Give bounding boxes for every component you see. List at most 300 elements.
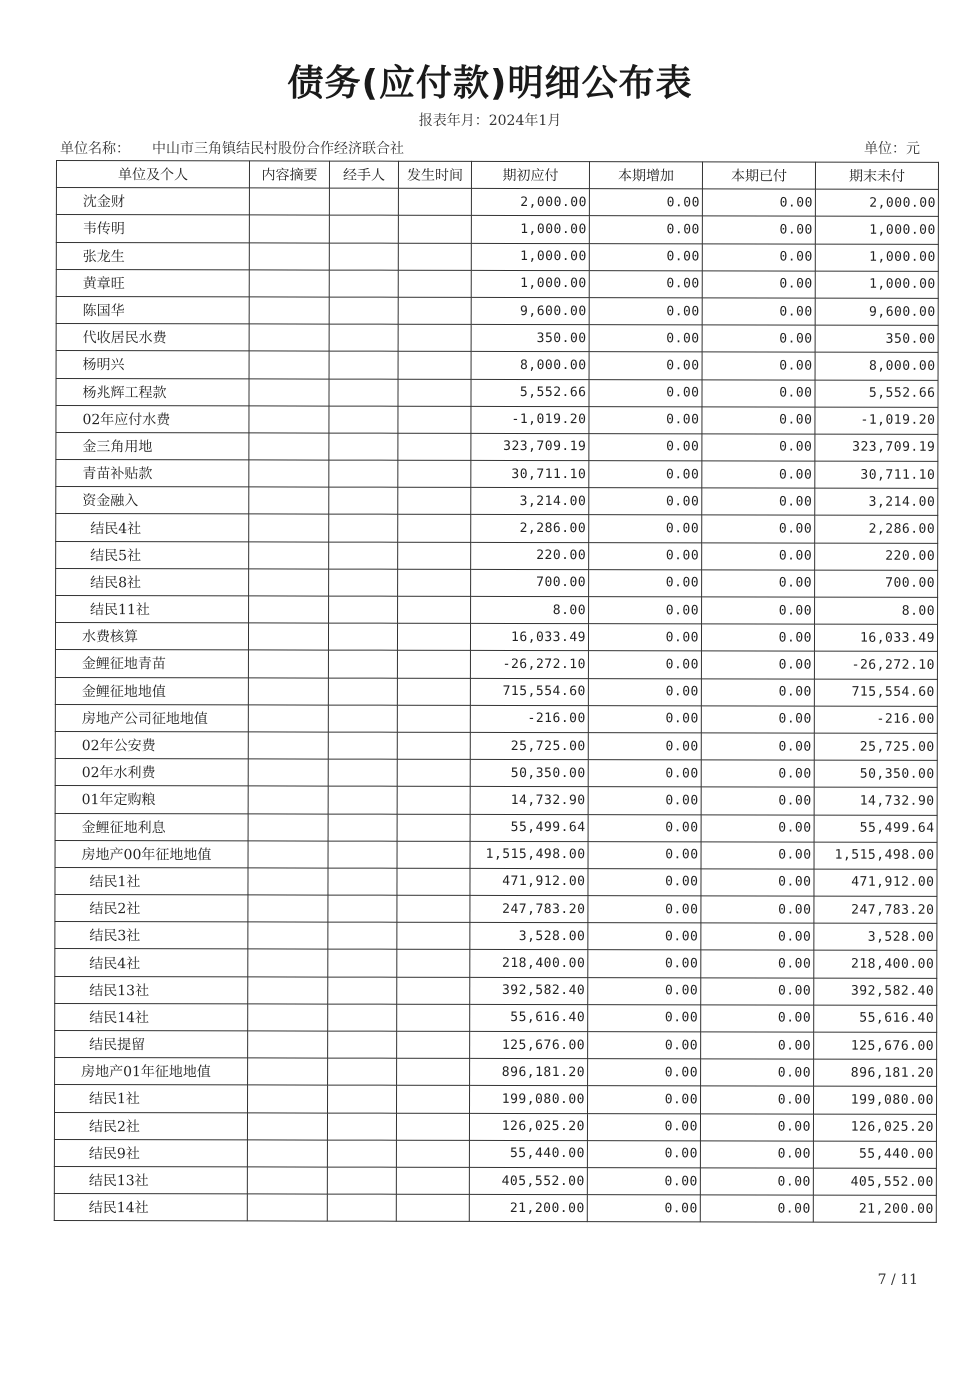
row-paid-cell: 0.00 [701, 977, 814, 1004]
row-summary-cell [249, 215, 329, 242]
row-handler-cell [328, 977, 397, 1004]
row-increase-cell: 0.00 [587, 1168, 700, 1195]
row-summary-cell [248, 868, 328, 895]
row-increase-cell: 0.00 [588, 705, 701, 732]
row-closing-cell: 55,616.40 [814, 1005, 937, 1032]
row-summary-cell [247, 1112, 327, 1139]
table-row [56, 514, 938, 543]
row-closing-cell: 218,400.00 [814, 951, 937, 978]
unit-name-value: 中山市三角镇结民村股份合作经济联合社 [152, 141, 404, 157]
row-opening-cell: 50,350.00 [470, 759, 588, 786]
table-row [56, 188, 938, 217]
table-row [56, 568, 938, 597]
table-row [55, 650, 937, 679]
row-closing-cell: 9,600.00 [815, 298, 938, 325]
row-paid-cell: 0.00 [701, 624, 814, 651]
row-opening-cell: 323,709.19 [471, 433, 589, 460]
row-date-cell [397, 895, 470, 922]
row-increase-cell: 0.00 [589, 243, 702, 270]
row-paid-cell: 0.00 [702, 271, 815, 298]
row-handler-cell [328, 786, 397, 813]
row-name-cell: 结民8社 [56, 568, 249, 596]
row-summary-cell [248, 1058, 328, 1085]
row-name-cell: 结民13社 [55, 976, 248, 1004]
row-closing-cell: 55,499.64 [814, 815, 937, 842]
row-opening-cell: 9,600.00 [471, 297, 589, 324]
row-handler-cell [327, 1140, 396, 1167]
row-date-cell [398, 433, 471, 460]
row-increase-cell: 0.00 [588, 923, 701, 950]
row-handler-cell [328, 759, 397, 786]
row-name-cell: 结民11社 [56, 596, 249, 624]
row-increase-cell: 0.00 [589, 216, 702, 243]
row-date-cell [397, 759, 470, 786]
row-name-cell: 结民1社 [55, 867, 248, 895]
row-paid-cell: 0.00 [702, 597, 815, 624]
table-row [55, 731, 937, 760]
row-opening-cell: 350.00 [471, 324, 589, 351]
row-summary-cell [249, 433, 329, 460]
row-paid-cell: 0.00 [702, 461, 815, 488]
row-increase-cell: 0.00 [588, 896, 701, 923]
row-opening-cell: 126,025.20 [469, 1113, 587, 1140]
row-increase-cell: 0.00 [588, 1059, 701, 1086]
table-row [56, 378, 938, 407]
row-handler-cell [328, 1031, 397, 1058]
table-row [54, 1139, 936, 1168]
row-handler-cell [327, 1167, 396, 1194]
row-summary-cell [249, 270, 329, 297]
row-handler-cell [329, 297, 398, 324]
table-row [56, 541, 938, 570]
row-closing-cell: 126,025.20 [813, 1114, 936, 1141]
row-name-cell: 01年定购粮 [55, 786, 248, 814]
row-name-cell: 青苗补贴款 [56, 460, 249, 488]
table-row [55, 1058, 937, 1087]
table-row [55, 867, 937, 896]
row-date-cell [398, 324, 471, 351]
row-handler-cell [328, 678, 397, 705]
table-row [55, 623, 937, 652]
row-opening-cell: 125,676.00 [470, 1031, 588, 1058]
row-opening-cell: 2,000.00 [471, 189, 589, 216]
row-paid-cell: 0.00 [701, 1059, 814, 1086]
row-summary-cell [249, 542, 329, 569]
row-closing-cell: 405,552.00 [813, 1168, 936, 1195]
row-increase-cell: 0.00 [588, 787, 701, 814]
row-opening-cell: 700.00 [471, 569, 589, 596]
row-increase-cell: 0.00 [587, 1195, 700, 1222]
row-handler-cell [329, 215, 398, 242]
table-row [55, 976, 937, 1005]
row-summary-cell [247, 1194, 327, 1221]
row-summary-cell [249, 297, 329, 324]
row-opening-cell: 220.00 [471, 542, 589, 569]
table-row [56, 487, 938, 516]
row-date-cell [396, 1113, 469, 1140]
column-header: 本期已付 [702, 162, 815, 189]
row-name-cell: 杨兆辉工程款 [56, 378, 249, 406]
row-handler-cell [329, 596, 398, 623]
row-date-cell [397, 950, 470, 977]
row-closing-cell: 50,350.00 [814, 760, 937, 787]
currency-unit: 单位：元 [864, 141, 920, 157]
row-increase-cell: 0.00 [589, 461, 702, 488]
table-row [55, 813, 937, 842]
row-opening-cell: 14,732.90 [470, 787, 588, 814]
row-summary-cell [248, 813, 328, 840]
row-name-cell: 金鲤征地青苗 [55, 650, 248, 678]
row-increase-cell: 0.00 [589, 352, 702, 379]
row-increase-cell: 0.00 [588, 814, 701, 841]
row-handler-cell [329, 487, 398, 514]
row-name-cell: 02年水利费 [55, 759, 248, 787]
row-date-cell [396, 1140, 469, 1167]
row-date-cell [397, 841, 470, 868]
row-date-cell [397, 922, 470, 949]
row-increase-cell: 0.00 [589, 406, 702, 433]
row-paid-cell: 0.00 [701, 706, 814, 733]
table-row [55, 1030, 937, 1059]
row-paid-cell: 0.00 [702, 488, 815, 515]
row-summary-cell [248, 1031, 328, 1058]
table-row [55, 704, 937, 733]
row-handler-cell [328, 650, 397, 677]
row-handler-cell [329, 460, 398, 487]
row-paid-cell: 0.00 [700, 1141, 813, 1168]
row-handler-cell [329, 433, 398, 460]
table-row [55, 786, 937, 815]
row-name-cell: 资金融入 [56, 487, 249, 515]
row-handler-cell [327, 1194, 396, 1221]
row-closing-cell: 30,711.10 [815, 461, 938, 488]
row-date-cell [397, 705, 470, 732]
row-date-cell [398, 216, 471, 243]
row-date-cell [398, 487, 471, 514]
row-increase-cell: 0.00 [589, 542, 702, 569]
row-paid-cell: 0.00 [701, 787, 814, 814]
row-closing-cell: -1,019.20 [815, 407, 938, 434]
row-closing-cell: 1,000.00 [815, 216, 938, 243]
table-row [55, 949, 937, 978]
row-closing-cell: -216.00 [814, 706, 937, 733]
row-closing-cell: 247,783.20 [814, 896, 937, 923]
row-paid-cell: 0.00 [702, 570, 815, 597]
table-row [56, 242, 938, 271]
table-row [55, 759, 937, 788]
row-increase-cell: 0.00 [588, 1086, 701, 1113]
table-row [56, 596, 938, 625]
row-paid-cell: 0.00 [702, 542, 815, 569]
row-summary-cell [248, 677, 328, 704]
row-opening-cell: 1,515,498.00 [470, 841, 588, 868]
row-date-cell [398, 352, 471, 379]
row-summary-cell [249, 569, 329, 596]
row-date-cell [398, 379, 471, 406]
row-opening-cell: -216.00 [470, 705, 588, 732]
row-opening-cell: 471,912.00 [470, 868, 588, 895]
row-paid-cell: 0.00 [702, 189, 815, 216]
row-handler-cell [329, 379, 398, 406]
table-row [56, 269, 938, 298]
row-paid-cell: 0.00 [701, 733, 814, 760]
row-increase-cell: 0.00 [589, 515, 702, 542]
row-date-cell [398, 270, 471, 297]
row-handler-cell [328, 950, 397, 977]
row-increase-cell: 0.00 [588, 624, 701, 651]
row-opening-cell: 1,000.00 [471, 243, 589, 270]
row-date-cell [396, 1194, 469, 1221]
row-name-cell: 结民14社 [54, 1194, 247, 1222]
row-closing-cell: -26,272.10 [814, 651, 937, 678]
row-summary-cell [248, 1004, 328, 1031]
row-increase-cell: 0.00 [589, 379, 702, 406]
table-row [56, 215, 938, 244]
row-summary-cell [248, 732, 328, 759]
row-handler-cell [329, 188, 398, 215]
row-opening-cell: 405,552.00 [469, 1167, 587, 1194]
row-opening-cell: 715,554.60 [470, 678, 588, 705]
row-opening-cell: 3,528.00 [470, 923, 588, 950]
row-date-cell [397, 814, 470, 841]
row-paid-cell: 0.00 [702, 216, 815, 243]
row-closing-cell: 715,554.60 [814, 679, 937, 706]
row-paid-cell: 0.00 [700, 1168, 813, 1195]
row-handler-cell [328, 732, 397, 759]
row-date-cell [398, 243, 471, 270]
row-paid-cell: 0.00 [700, 1113, 813, 1140]
row-closing-cell: 8,000.00 [815, 352, 938, 379]
row-closing-cell: 2,286.00 [815, 516, 938, 543]
row-opening-cell: 1,000.00 [471, 216, 589, 243]
row-opening-cell: 247,783.20 [470, 895, 588, 922]
row-increase-cell: 0.00 [589, 325, 702, 352]
row-increase-cell: 0.00 [587, 1140, 700, 1167]
row-increase-cell: 0.00 [589, 270, 702, 297]
row-name-cell: 沈金财 [56, 188, 249, 216]
row-closing-cell: 2,000.00 [815, 189, 938, 216]
table-row [56, 351, 938, 380]
row-summary-cell [248, 949, 328, 976]
row-paid-cell: 0.00 [701, 760, 814, 787]
row-name-cell: 结民5社 [56, 541, 249, 569]
row-name-cell: 金鲤征地地值 [55, 677, 248, 705]
column-header: 内容摘要 [249, 161, 329, 188]
table-row [56, 405, 938, 434]
row-closing-cell: 1,000.00 [815, 271, 938, 298]
row-increase-cell: 0.00 [589, 298, 702, 325]
row-date-cell [397, 1031, 470, 1058]
table-row [56, 460, 938, 489]
row-opening-cell: 199,080.00 [470, 1086, 588, 1113]
row-opening-cell: 8.00 [471, 596, 589, 623]
row-opening-cell: 896,181.20 [470, 1059, 588, 1086]
row-summary-cell [249, 242, 329, 269]
row-closing-cell: 3,214.00 [815, 488, 938, 515]
row-name-cell: 结民9社 [54, 1139, 247, 1167]
row-summary-cell [248, 759, 328, 786]
column-header: 本期增加 [589, 162, 702, 189]
row-name-cell: 结民13社 [54, 1166, 247, 1194]
table-row [56, 296, 938, 325]
row-name-cell: 结民2社 [55, 895, 248, 923]
column-header: 经手人 [329, 161, 398, 188]
row-handler-cell [327, 1113, 396, 1140]
row-handler-cell [328, 705, 397, 732]
row-handler-cell [329, 270, 398, 297]
row-closing-cell: 199,080.00 [814, 1086, 937, 1113]
row-date-cell [397, 977, 470, 1004]
row-handler-cell [328, 623, 397, 650]
row-date-cell [398, 297, 471, 324]
unit-name [60, 138, 404, 158]
row-closing-cell: 125,676.00 [814, 1032, 937, 1059]
table-row [55, 895, 937, 924]
row-paid-cell: 0.00 [702, 352, 815, 379]
report-period: 报表年月：2024年1月 [418, 113, 562, 129]
row-name-cell: 结民4社 [56, 514, 249, 542]
row-closing-cell: 25,725.00 [814, 733, 937, 760]
row-increase-cell: 0.00 [588, 760, 701, 787]
row-paid-cell: 0.00 [701, 678, 814, 705]
row-date-cell [397, 1004, 470, 1031]
row-name-cell: 房地产公司征地地值 [55, 704, 248, 732]
row-name-cell: 结民提留 [55, 1030, 248, 1058]
column-header: 发生时间 [398, 161, 471, 188]
row-name-cell: 结民14社 [55, 1003, 248, 1031]
row-increase-cell: 0.00 [588, 977, 701, 1004]
row-handler-cell [328, 841, 397, 868]
row-paid-cell: 0.00 [701, 842, 814, 869]
row-opening-cell: 1,000.00 [471, 270, 589, 297]
row-paid-cell: 0.00 [702, 243, 815, 270]
row-handler-cell [328, 814, 397, 841]
row-summary-cell [248, 1085, 328, 1112]
row-name-cell: 房地产01年征地地值 [55, 1058, 248, 1086]
row-paid-cell: 0.00 [702, 379, 815, 406]
row-name-cell: 结民3社 [55, 922, 248, 950]
table-row [55, 677, 937, 706]
table-row [55, 1003, 937, 1032]
row-opening-cell: 55,440.00 [469, 1140, 587, 1167]
row-name-cell: 陈国华 [56, 296, 249, 324]
row-closing-cell: 8.00 [815, 597, 938, 624]
row-closing-cell: 5,552.66 [815, 380, 938, 407]
row-handler-cell [328, 1085, 397, 1112]
row-date-cell [397, 623, 470, 650]
row-name-cell: 黄章旺 [56, 269, 249, 297]
row-paid-cell: 0.00 [702, 515, 815, 542]
row-closing-cell: 220.00 [815, 543, 938, 570]
row-date-cell [398, 406, 471, 433]
row-opening-cell: 30,711.10 [471, 460, 589, 487]
row-opening-cell: 8,000.00 [471, 352, 589, 379]
row-opening-cell: -26,272.10 [470, 651, 588, 678]
row-increase-cell: 0.00 [588, 733, 701, 760]
row-handler-cell [329, 515, 398, 542]
table-header-row [56, 161, 938, 190]
row-increase-cell: 0.00 [588, 651, 701, 678]
row-summary-cell [249, 324, 329, 351]
row-date-cell [397, 651, 470, 678]
payables-table [54, 160, 939, 1223]
row-summary-cell [248, 895, 328, 922]
row-name-cell: 结民1社 [55, 1085, 248, 1113]
row-increase-cell: 0.00 [589, 488, 702, 515]
row-paid-cell: 0.00 [702, 407, 815, 434]
row-increase-cell: 0.00 [589, 569, 702, 596]
row-increase-cell: 0.00 [589, 189, 702, 216]
row-name-cell: 代收居民水费 [56, 324, 249, 352]
row-summary-cell [248, 623, 328, 650]
page-title: 债务(应付款)明细公布表 [287, 63, 693, 104]
row-summary-cell [248, 841, 328, 868]
row-handler-cell [328, 868, 397, 895]
row-paid-cell: 0.00 [701, 814, 814, 841]
row-summary-cell [249, 188, 329, 215]
row-increase-cell: 0.00 [588, 678, 701, 705]
row-closing-cell: 21,200.00 [813, 1195, 936, 1222]
row-opening-cell: -1,019.20 [471, 406, 589, 433]
row-closing-cell: 1,000.00 [815, 244, 938, 271]
table-row [55, 840, 937, 869]
row-closing-cell: 3,528.00 [814, 923, 937, 950]
row-closing-cell: 392,582.40 [814, 978, 937, 1005]
row-increase-cell: 0.00 [588, 1032, 701, 1059]
row-paid-cell: 0.00 [702, 298, 815, 325]
row-opening-cell: 21,200.00 [469, 1194, 587, 1221]
row-summary-cell [248, 922, 328, 949]
row-paid-cell: 0.00 [701, 651, 814, 678]
row-opening-cell: 392,582.40 [470, 977, 588, 1004]
row-handler-cell [329, 569, 398, 596]
row-handler-cell [329, 243, 398, 270]
row-opening-cell: 55,499.64 [470, 814, 588, 841]
row-opening-cell: 5,552.66 [471, 379, 589, 406]
row-closing-cell: 14,732.90 [814, 787, 937, 814]
row-date-cell [398, 596, 471, 623]
row-paid-cell: 0.00 [701, 869, 814, 896]
row-date-cell [397, 1086, 470, 1113]
table-row [54, 1166, 936, 1195]
table-row [54, 1112, 936, 1141]
row-name-cell: 金三角用地 [56, 432, 249, 460]
row-name-cell: 02年应付水费 [56, 405, 249, 433]
row-opening-cell: 25,725.00 [470, 732, 588, 759]
row-closing-cell: 471,912.00 [814, 869, 937, 896]
row-paid-cell: 0.00 [701, 923, 814, 950]
row-closing-cell: 700.00 [815, 570, 938, 597]
table-row [56, 432, 938, 461]
unit-name-label: 单位名称： [60, 141, 130, 157]
row-opening-cell: 16,033.49 [470, 624, 588, 651]
row-summary-cell [249, 406, 329, 433]
row-paid-cell: 0.00 [701, 950, 814, 977]
row-date-cell [397, 732, 470, 759]
row-paid-cell: 0.00 [701, 1032, 814, 1059]
row-name-cell: 水费核算 [55, 623, 248, 651]
table-row [56, 324, 938, 353]
row-name-cell: 房地产00年征地地值 [55, 840, 248, 868]
row-date-cell [396, 1167, 469, 1194]
row-increase-cell: 0.00 [588, 841, 701, 868]
row-name-cell: 韦传明 [56, 215, 249, 243]
row-date-cell [397, 787, 470, 814]
row-handler-cell [329, 406, 398, 433]
row-date-cell [398, 569, 471, 596]
row-date-cell [398, 542, 471, 569]
row-paid-cell: 0.00 [702, 434, 815, 461]
